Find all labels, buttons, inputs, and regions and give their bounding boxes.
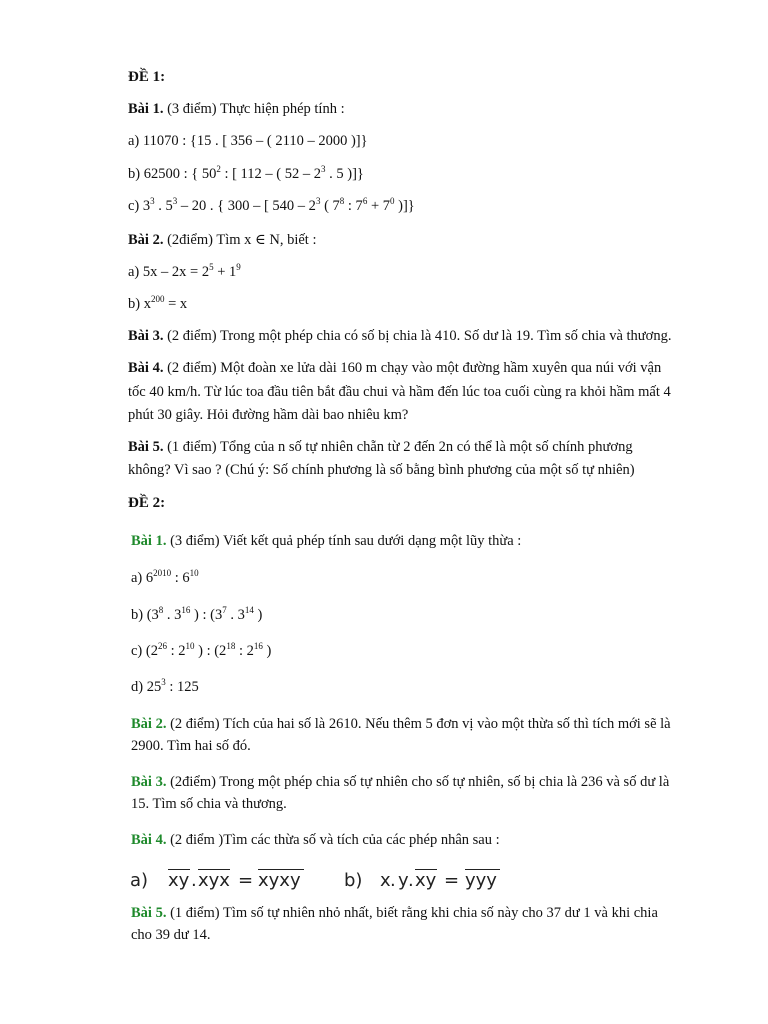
exponent: 8 [158, 605, 164, 615]
de1-bai5-text: (1 điểm) Tổng của n số tự nhiên chẵn từ 2 đến 2n có thể là một số chính phương [167, 439, 633, 455]
expr-part: a) 6 [131, 570, 154, 586]
de2-bai1-label: Bài 1. [131, 533, 167, 549]
exponent: 10 [185, 641, 195, 651]
de1-bai1-b [128, 164, 364, 184]
expr-part: c) 3 [128, 198, 151, 214]
de2-bai5-text: (1 điểm) Tìm số tự nhiên nhỏ nhất, biết rằng khi chia số này cho 37 dư 1 và khi chia [170, 905, 658, 921]
de1-bai1-label: Bài 1. [128, 101, 164, 117]
exponent: 3 [320, 164, 326, 174]
de2-bai1-a [131, 568, 199, 588]
exponent: 7 [222, 605, 227, 615]
exponent: 0 [390, 196, 395, 206]
de1-bai3-label: Bài 3. [128, 328, 164, 344]
eq-a-label: a) [130, 870, 149, 891]
eq-a-term2: xyx [198, 870, 230, 891]
exponent: 200 [150, 294, 165, 304]
de2-bai3-label: Bài 3. [131, 774, 167, 790]
de2-bai1-intro [131, 531, 521, 551]
exponent: 10 [189, 568, 199, 578]
eq-a-term1: xy [168, 870, 190, 891]
expr-part: : 125 [165, 679, 199, 695]
de1-bai2-intro-text: (2điểm) Tìm x ∈ N, biết : [167, 232, 317, 248]
eq-b-term1: x [380, 870, 391, 891]
expr-part: ( 7 [320, 198, 340, 214]
expr-part: : 7 [344, 198, 363, 214]
expr-part: : [ 112 – ( 52 – 2 [220, 166, 321, 182]
expr-part: )]} [394, 198, 415, 214]
de1-bai5-line2: không? Vì sao ? (Chú ý: Số chính phương là số bằng bình phương của một số tự nhiên) [128, 462, 635, 478]
expr-part: . 5 )]} [325, 166, 364, 182]
exponent: 6 [362, 196, 368, 206]
de1-bai5-line1 [128, 437, 633, 457]
expr-part: ) [262, 643, 272, 659]
de1-bai4-line3: phút 30 giây. Hỏi đường hầm dài bao nhiêu km? [128, 407, 409, 423]
multiply-dot: . [408, 870, 414, 891]
de2-bai1-b [131, 605, 262, 625]
exponent: 2 [216, 164, 221, 174]
de2-bai2-line2: 2900. Tìm hai số đó. [131, 738, 251, 754]
eq-a-equals: = [238, 870, 254, 891]
de1-bai3-text: (2 điểm) Trong một phép chia có số bị chia là 410. Số dư là 19. Tìm số chia và thương. [167, 328, 672, 344]
eq-b-term3: xy [415, 870, 437, 891]
exponent: 3 [315, 196, 321, 206]
de1-bai2-b [128, 294, 187, 314]
expr-part: + 1 [213, 264, 237, 280]
expr-part: : 6 [171, 570, 190, 586]
de2-bai1-intro-text: (3 điểm) Viết kết quả phép tính sau dưới dạng một lũy thừa : [170, 533, 522, 549]
de2-bai2 [131, 714, 709, 734]
eq-a-product: xyxy [258, 870, 301, 891]
de2-bai2-text: (2 điểm) Tích của hai số là 2610. Nếu thêm 5 đơn vị vào một thừa số thì tích mới sẽ là [170, 716, 671, 732]
expr-part: d) 25 [131, 679, 162, 695]
de1-bai4-text: (2 điểm) Một đoàn xe lửa dài 160 m chạy vào một đường hầm xuyên qua núi với vận [167, 360, 662, 376]
de2-bai3 [131, 772, 709, 792]
de2-heading: ĐỀ 2: [128, 495, 166, 511]
de1-bai2-label: Bài 2. [128, 232, 164, 248]
multiply-dot: . [390, 870, 396, 891]
expr-part: . 3 [226, 607, 245, 623]
expr-part: – 20 . { 300 – [ 540 – 2 [177, 198, 316, 214]
de2-bai3-text: (2điểm) Trong một phép chia số tự nhiên cho số tự nhiên, số bị chia là 236 và số dư là [170, 774, 670, 790]
de1-bai4-label: Bài 4. [128, 360, 164, 376]
expr-part: : 2 [166, 643, 186, 659]
exponent: 9 [236, 262, 241, 272]
exponent: 3 [161, 677, 166, 687]
eq-b-product: yyy [465, 870, 497, 891]
exponent: 26 [157, 641, 167, 651]
exponent: 14 [244, 605, 254, 615]
de2-bai5 [131, 903, 709, 923]
expr-part: ) [253, 607, 263, 623]
exponent: 2010 [153, 568, 172, 578]
de1-bai4-line1 [128, 358, 661, 378]
de2-bai4-label: Bài 4. [131, 832, 167, 848]
expr-part: + 7 [367, 198, 390, 214]
exponent: 3 [172, 196, 178, 206]
de1-bai1-a: a) 11070 : {15 . [ 356 – ( 2110 – 2000 )]} [128, 133, 368, 149]
de1-bai2-intro [128, 230, 316, 250]
expr-part: b) 62500 : { 50 [128, 166, 217, 182]
expr-part: ) : (3 [190, 607, 223, 623]
expr-part: ) : (2 [194, 643, 227, 659]
de2-bai1-d [131, 677, 199, 697]
de1-bai1-intro-text: (3 điểm) Thực hiện phép tính : [167, 101, 345, 117]
de1-heading: ĐỀ 1: [128, 69, 166, 85]
de1-bai5-label: Bài 5. [128, 439, 164, 455]
exponent: 16 [181, 605, 191, 615]
expr-part: . 3 [163, 607, 182, 623]
multiply-dot: . [191, 870, 197, 891]
exponent: 5 [209, 262, 214, 272]
exponent: 16 [253, 641, 263, 651]
de2-bai2-label: Bài 2. [131, 716, 167, 732]
expr-part: : 2 [235, 643, 254, 659]
exponent: 18 [226, 641, 236, 651]
expr-part: b) x [128, 296, 151, 312]
de2-bai5-label: Bài 5. [131, 905, 167, 921]
expr-part: b) (3 [131, 607, 159, 623]
de1-bai1-c [128, 196, 415, 216]
expr-part: . 5 [154, 198, 173, 214]
de2-bai3-line2: 15. Tìm số chia và thương. [131, 796, 287, 812]
de2-bai4-intro-text: (2 điểm )Tìm các thừa số và tích của các phép nhân sau : [170, 832, 500, 848]
de2-bai5-line2: cho 39 dư 14. [131, 927, 211, 943]
de1-bai3 [128, 326, 671, 346]
eq-b-label: b) [344, 870, 363, 891]
expr-part: a) 5x – 2x = 2 [128, 264, 210, 280]
expr-part: c) (2 [131, 643, 158, 659]
de2-bai1-c [131, 641, 271, 661]
expr-part: = x [164, 296, 188, 312]
de1-bai2-a [128, 262, 241, 282]
eq-b-equals: = [444, 870, 460, 891]
exponent: 3 [150, 196, 155, 206]
de1-bai1-intro [128, 99, 345, 119]
de1-bai4-line2: tốc 40 km/h. Từ lúc toa đầu tiên bắt đầu chui và hầm đến lúc toa cuối cùng ra khỏi hầm mất 4 [128, 384, 671, 400]
exponent: 8 [339, 196, 345, 206]
eq-b-term2: y [398, 870, 409, 891]
de2-bai4-intro [131, 830, 500, 850]
